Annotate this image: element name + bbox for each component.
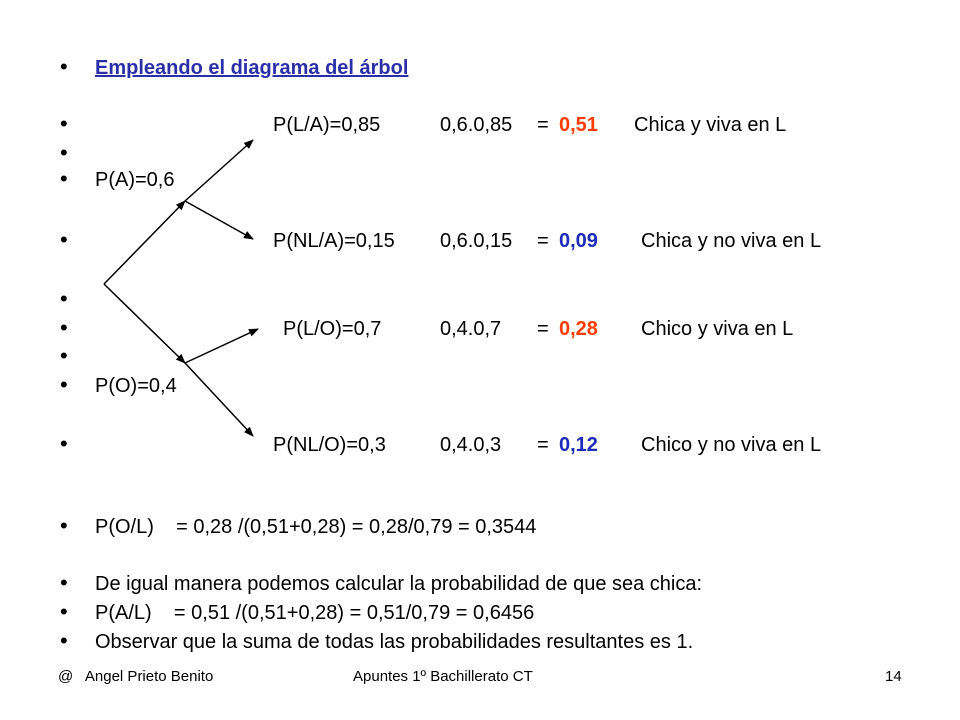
branch-root-to-a: [104, 201, 185, 284]
branch-o-to-nl: [185, 363, 253, 436]
product-calc: 0,6.0,15: [440, 230, 513, 252]
bullet: •: [60, 286, 68, 311]
outcome-description: Chica y no viva en L: [641, 230, 822, 252]
branch-a-to-l: [185, 140, 253, 201]
bullet: •: [60, 628, 68, 653]
bullet: •: [60, 570, 68, 595]
equals-sign: =: [537, 318, 549, 340]
bullet: •: [60, 431, 68, 456]
product-calc: 0,4.0,3: [440, 434, 502, 456]
outcome-description: Chico y no viva en L: [641, 434, 822, 456]
bullet: •: [60, 166, 68, 191]
equals-sign: =: [537, 230, 549, 252]
conditional-prob: P(NL/O)=0,3: [273, 434, 386, 456]
equals-sign: =: [537, 114, 549, 136]
branch-o-to-l: [185, 329, 258, 363]
bullet: •: [60, 513, 68, 538]
text-de-igual-manera: De igual manera podemos calcular la probabilidad de que sea chica:: [95, 573, 703, 595]
bullet: •: [60, 372, 68, 397]
branch-root-to-o: [104, 284, 185, 363]
bullet: •: [60, 315, 68, 340]
bullet: •: [60, 111, 68, 136]
product-calc: 0,6.0,85: [440, 114, 513, 136]
outcome-description: Chica y viva en L: [634, 114, 787, 136]
footer-course: Apuntes 1º Bachillerato CT: [353, 668, 533, 685]
branch-a-to-nl: [185, 201, 253, 239]
formula-p-a-given-l: P(A/L) = 0,51 /(0,51+0,28) = 0,51/0,79 = 0,6456: [95, 602, 535, 624]
result-value: 0,28: [559, 318, 598, 340]
footer-author: @ Angel Prieto Benito: [58, 668, 214, 685]
text-observar: Observar que la suma de todas las probabilidades resultantes es 1.: [95, 631, 694, 653]
result-value: 0,09: [559, 230, 598, 252]
result-value: 0,51: [559, 114, 598, 136]
branch-o-label: P(O)=0,4: [95, 375, 177, 397]
product-calc: 0,4.0,7: [440, 318, 502, 340]
outcome-description: Chico y viva en L: [641, 318, 794, 340]
bullet: •: [60, 599, 68, 624]
bullet: •: [60, 140, 68, 165]
conditional-prob: P(L/O)=0,7: [283, 318, 382, 340]
result-value: 0,12: [559, 434, 598, 456]
bullet: •: [60, 54, 68, 79]
footer-page-number: 14: [885, 668, 902, 685]
conditional-prob: P(L/A)=0,85: [273, 114, 381, 136]
formula-p-o-given-l: P(O/L) = 0,28 /(0,51+0,28) = 0,28/0,79 = 0,3544: [95, 516, 537, 538]
branch-a-label: P(A)=0,6: [95, 169, 175, 191]
bullet: •: [60, 227, 68, 252]
title-text: Empleando el diagrama del árbol: [95, 57, 409, 79]
bullet: •: [60, 343, 68, 368]
conditional-prob: P(NL/A)=0,15: [273, 230, 395, 252]
equals-sign: =: [537, 434, 549, 456]
